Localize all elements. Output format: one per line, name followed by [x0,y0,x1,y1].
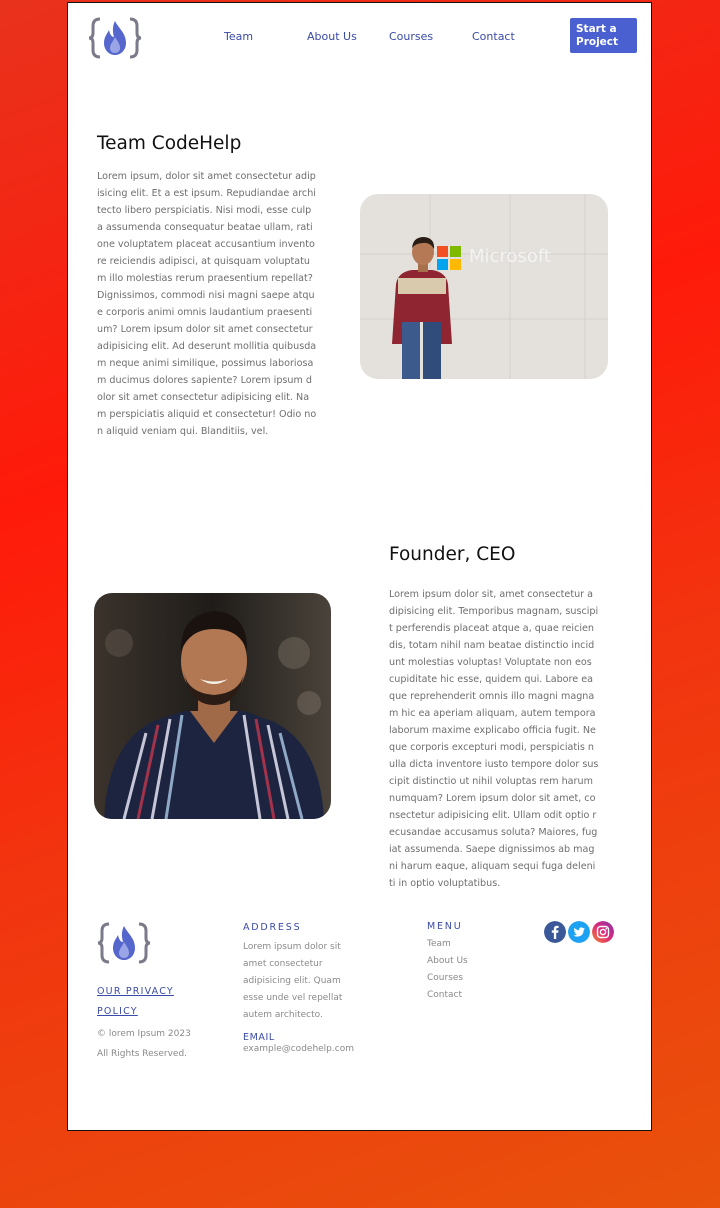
address-heading: ADDRESS [243,922,302,933]
microsoft-sign: Microsoft [469,246,551,267]
instagram-icon[interactable] [592,921,614,943]
address-block [243,922,354,1056]
address-text: Lorem ipsum dolor sit amet consectetur adipisicing elit. Quam esse unde vel repellat autem architecto. [243,942,343,1020]
rights-text: All Rights Reserved. [97,1049,188,1059]
privacy-line-1[interactable]: OUR PRIVACY [97,986,174,997]
footer-logo-icon[interactable] [97,920,151,966]
twitter-icon[interactable] [568,921,590,943]
start-project-button[interactable]: Start a Project [570,18,637,53]
nav-courses[interactable]: Courses [389,30,434,43]
nav-contact[interactable]: Contact [472,30,515,43]
founder-description: Lorem ipsum dolor sit, amet consectetur adipisicing elit. Temporibus magnam, suscipit perferendis placeat atque a, quae reiciendis, totam nihil nam beatae distinctio incidunt molestias voluptas! Voluptate non eos cupiditate hic esse, quidem qui. Labore eaque reprehenderit omnis illo magni magnam hic ea aperiam aliquam, autem tempora laborum maxime explicabo officia fugit. Neque corporis excepturi modi, perspiciatis nulla dicta inventore iusto tempore dolor suscipit distinctio ut nihil voluptas rem harum numquam? Lorem ipsum dolor sit amet, consectetur adipisicing elit. Ullam odit optio recusandae accusamus soluta? Maiores, fugiat assumenda. Saepe dignissimos ab magni harum eaque, aliquam sequi fuga deleniti in optio voluptatibus. [389,589,599,889]
footer-menu [427,921,468,1004]
footer-menu-contact[interactable]: Contact [427,990,463,1000]
nav-team[interactable]: Team [224,30,254,43]
email-link[interactable]: example@codehelp.com [243,1044,354,1054]
team-description: Lorem ipsum, dolor sit amet consectetur adipisicing elit. Et a est ipsum. Repudiandae architecto libero perspiciatis. Nisi modi, esse culpa assumenda consequatur beatae ullam, ratione voluptatem placeat accusantium inventore reiciendis adipisci, at quisquam voluptatum illo molestias rerum praesentium repellat? Dignissimos, commodi nisi magni saepe atque corporis animi omnis laudantium praesentium? Lorem ipsum dolor sit amet consectetur adipisicing elit. Ad deserunt mollitia quibusdam neque animi similique, possimus laboriosam ducimus dolores sapiente? Lorem ipsum dolor sit amet consectetur adipisicing elit. Nam perspiciatis aliquid et consectetur! Odio non aliquid veniam qui. Blanditiis, vel. [97,171,317,437]
privacy-line-2[interactable]: POLICY [97,1006,138,1017]
facebook-icon[interactable] [544,921,566,943]
team-photo [360,194,608,379]
team-title: Team CodeHelp [97,133,242,154]
email-heading: EMAIL [243,1032,275,1043]
copyright: © lorem Ipsum 2023 [97,1029,191,1039]
footer-menu-team[interactable]: Team [427,939,451,949]
page-card [67,2,652,1131]
footer-menu-courses[interactable]: Courses [427,973,464,983]
footer-menu-about-us[interactable]: About Us [427,956,468,966]
founder-photo [94,593,331,819]
menu-heading: MENU [427,921,463,932]
copyright-block [97,1024,191,1064]
nav-about-us[interactable]: About Us [307,30,357,43]
codehelp-logo-icon[interactable] [88,15,142,61]
privacy-policy-link[interactable] [97,982,174,1022]
founder-title: Founder, CEO [389,544,516,565]
